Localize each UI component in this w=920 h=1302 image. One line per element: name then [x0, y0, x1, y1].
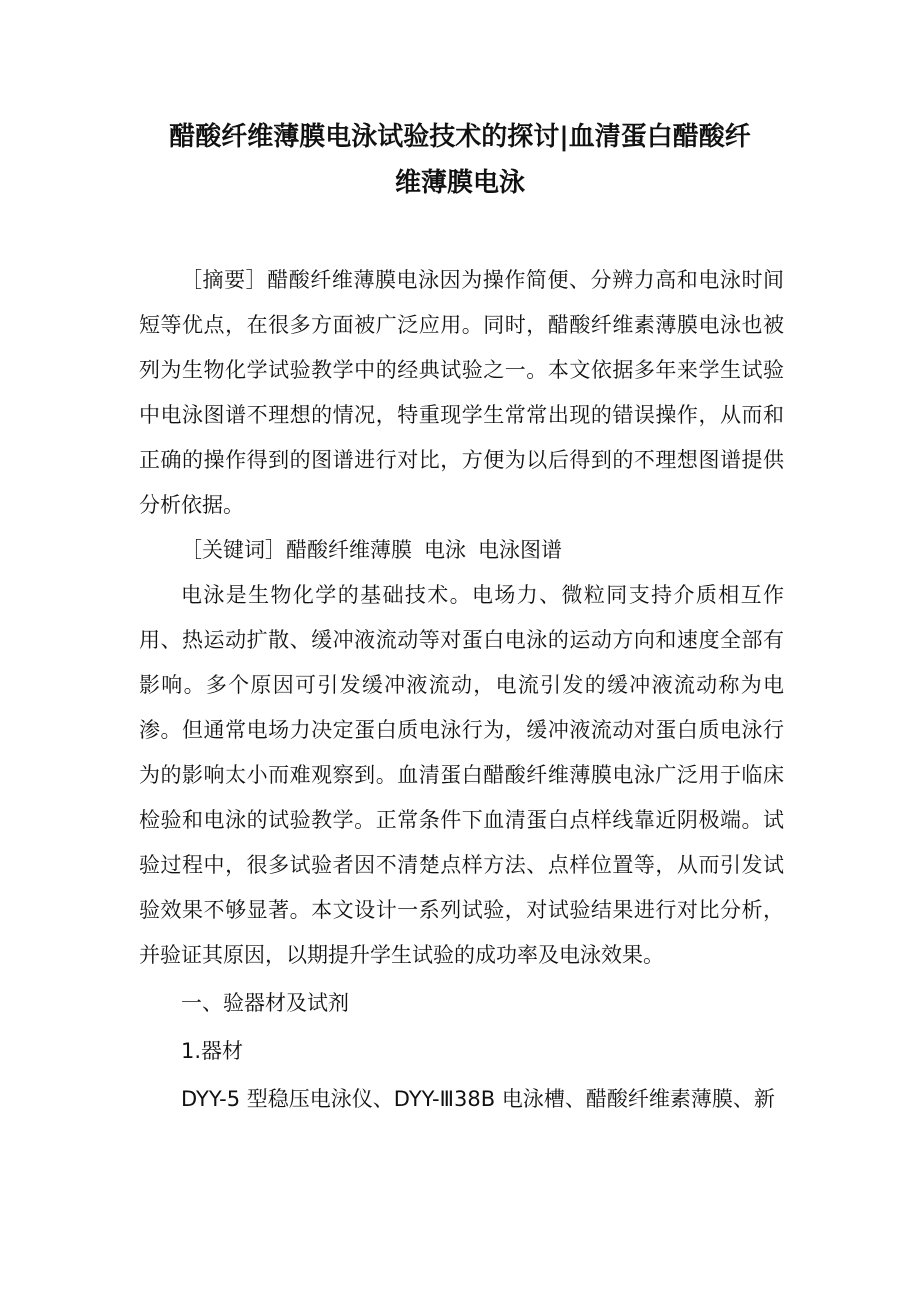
title-line-1: 醋酸纤维薄膜电泳试验技术的探讨|血清蛋白醋酸纤: [169, 122, 751, 152]
section-heading: 一、验器材及试剂: [181, 991, 349, 1015]
subsection-heading: 1.器材: [181, 1039, 244, 1063]
keywords-label: ［关键词］: [181, 538, 286, 562]
intro-paragraph: 电泳是生物化学的基础技术。电场力、微粒同支持介质相互作用、热运动扩散、缓冲液流动等对蛋白电泳的运动方向和速度全部有影响。多个原因可引发缓冲液流动，电流引发的缓冲液流动称为电渗。但通常电场力决定蛋白质电泳行为，缓冲液流动对蛋白质电泳行为的影响太小而难观察到。血清蛋白醋酸纤维薄膜电泳广泛用于临床检验和电泳的试验教学。正常条件下血清蛋白点样线靠近阴极端。试验过程中，很多试验者因不清楚点样方法、点样位置等，从而引发试验效果不够显著。本文设计一系列试验，对试验结果进行对比分析，并验证其原因，以期提升学生试验的成功率及电泳效果。: [139, 583, 784, 967]
abstract-paragraph: ［摘要］醋酸纤维薄膜电泳因为操作简便、分辨力高和电泳时间短等优点，在很多方面被广泛应用。同时，醋酸纤维素薄膜电泳也被列为生物化学试验教学中的经典试验之一。本文依据多年来学生试验中电泳图谱不理想的情况，特重现学生常常出现的错误操作，从而和正确的操作得到的图谱进行对比，方便为以后得到的不理想图谱提供分析依据。: [139, 268, 784, 517]
document-body: [139, 258, 784, 1122]
keyword: 电泳图谱: [478, 538, 562, 562]
keyword: 电泳: [424, 538, 466, 562]
keywords-paragraph: [139, 528, 784, 573]
document-title: [120, 114, 800, 206]
title-line-2: 维薄膜电泳: [394, 168, 525, 198]
equipment-paragraph: DYY-5 型稳压电泳仪、DYY-Ⅲ38B 电泳槽、醋酸纤维素薄膜、新: [181, 1087, 775, 1111]
keyword: 醋酸纤维薄膜: [286, 538, 412, 562]
